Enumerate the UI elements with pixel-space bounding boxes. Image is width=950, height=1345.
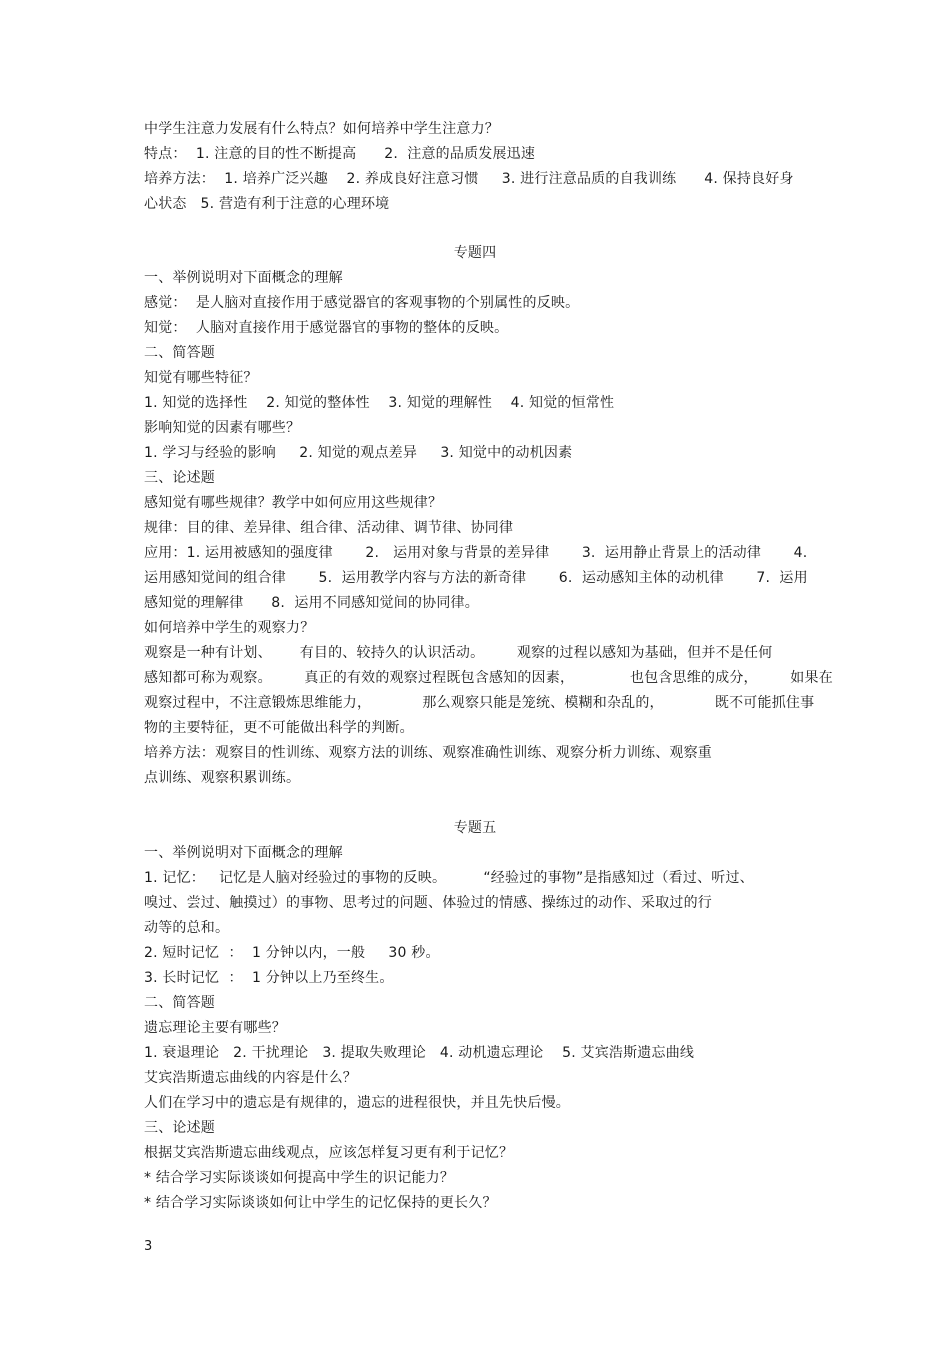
essay-question-memorizing: * 结合学习实际谈谈如何提高中学生的识记能力？	[144, 1170, 455, 1186]
observation-line3: 观察过程中，不注意锻炼思维能力， 那么观察只能是笼统、模糊和杂乱的， 既不可能抓住事	[144, 695, 815, 711]
page-number: 3	[144, 1239, 153, 1254]
topic5-section3-title: 三、论述题	[144, 1120, 215, 1136]
topic4-section3-title: 三、论述题	[144, 470, 215, 486]
long-term-memory: 3. 长时记忆 ： 1 分钟以上乃至终生。	[144, 970, 394, 986]
question-perception-factors: 影响知觉的因素有哪些？	[144, 420, 301, 436]
question-attention: 中学生注意力发展有什么特点？如何培养中学生注意力？	[144, 121, 499, 137]
training-line1: 培养方法：观察目的性训练、观察方法的训练、观察准确性训练、观察分析力训练、观察重	[144, 745, 712, 761]
topic5-section1-title: 一、举例说明对下面概念的理解	[144, 845, 343, 861]
application-line2: 运用感知觉间的组合律 5. 运用教学内容与方法的新奇律 6. 运动感知主体的动机律 7. 运用	[144, 570, 808, 586]
laws-list: 规律：目的律、差异律、组合律、活动律、调节律、协同律	[144, 520, 514, 536]
question-perception-traits: 知觉有哪些特征？	[144, 370, 258, 386]
application-line3: 感知觉的理解律 8. 运用不同感知觉间的协同律。	[144, 595, 479, 611]
memory-definition-line2: 嗅过、尝过、触摸过）的事物、思考过的问题、体验过的情感、操练过的动作、采取过的行	[144, 895, 712, 911]
definition-sensation: 感觉： 是人脑对直接作用于感觉器官的客观事物的个别属性的反映。	[144, 295, 580, 311]
observation-line4: 物的主要特征，更不可能做出科学的判断。	[144, 720, 414, 736]
answer-perception-traits: 1. 知觉的选择性 2. 知觉的整体性 3. 知觉的理解性 4. 知觉的恒常性	[144, 395, 615, 411]
question-forgetting-theories: 遗忘理论主要有哪些？	[144, 1020, 286, 1036]
definition-perception: 知觉： 人脑对直接作用于感觉器官的事物的整体的反映。	[144, 320, 509, 336]
topic5-heading: 专题五	[453, 820, 497, 836]
observation-line1: 观察是一种有计划、 有目的、较持久的认识活动。 观察的过程以感知为基础，但并不是任何	[144, 645, 773, 661]
topic5-section2-title: 二、简答题	[144, 995, 215, 1011]
short-term-memory: 2. 短时记忆 ： 1 分钟以内，一般 30 秒。	[144, 945, 440, 961]
attention-methods-line2: 心状态 5. 营造有利于注意的心理环境	[144, 196, 390, 212]
topic4-section1-title: 一、举例说明对下面概念的理解	[144, 270, 343, 286]
attention-methods-line1: 培养方法： 1. 培养广泛兴趣 2. 养成良好注意习惯 3. 进行注意品质的自我训练 4. 保持良好身	[144, 171, 794, 187]
answer-perception-factors: 1. 学习与经验的影响 2. 知觉的观点差异 3. 知觉中的动机因素	[144, 445, 573, 461]
answer-forgetting-theories: 1. 衰退理论 2. 干扰理论 3. 提取失败理论 4. 动机遗忘理论 5. 艾宾浩斯遗忘曲线	[144, 1045, 695, 1061]
topic4-heading: 专题四	[453, 245, 497, 261]
question-perception-laws: 感知觉有哪些规律？教学中如何应用这些规律？	[144, 495, 443, 511]
answer-forgetting-curve: 人们在学习中的遗忘是有规律的，遗忘的进程很快，并且先快后慢。	[144, 1095, 570, 1111]
memory-definition-line3: 动等的总和。	[144, 920, 230, 936]
application-line1: 应用：1. 运用被感知的强度律 2. 运用对象与背景的差异律 3. 运用静止背景上的活动律 4.	[144, 545, 808, 561]
memory-definition-line1: 1. 记忆： 记忆是人脑对经验过的事物的反映。 “经验过的事物”是指感知过（看过、听过、	[144, 870, 754, 886]
attention-traits: 特点： 1. 注意的目的性不断提高 2. 注意的品质发展迅速	[144, 146, 536, 162]
training-line2: 点训练、观察积累训练。	[144, 770, 301, 786]
topic4-section2-title: 二、简答题	[144, 345, 215, 361]
essay-question-review: 根据艾宾浩斯遗忘曲线观点，应该怎样复习更有利于记忆？	[144, 1145, 514, 1161]
question-forgetting-curve: 艾宾浩斯遗忘曲线的内容是什么？	[144, 1070, 357, 1086]
observation-line2: 感知都可称为观察。 真正的有效的观察过程既包含感知的因素， 也包含思维的成分， 如果在	[144, 670, 833, 686]
question-observation: 如何培养中学生的观察力？	[144, 620, 315, 636]
essay-question-retention: * 结合学习实际谈谈如何让中学生的记忆保持的更长久？	[144, 1195, 497, 1211]
